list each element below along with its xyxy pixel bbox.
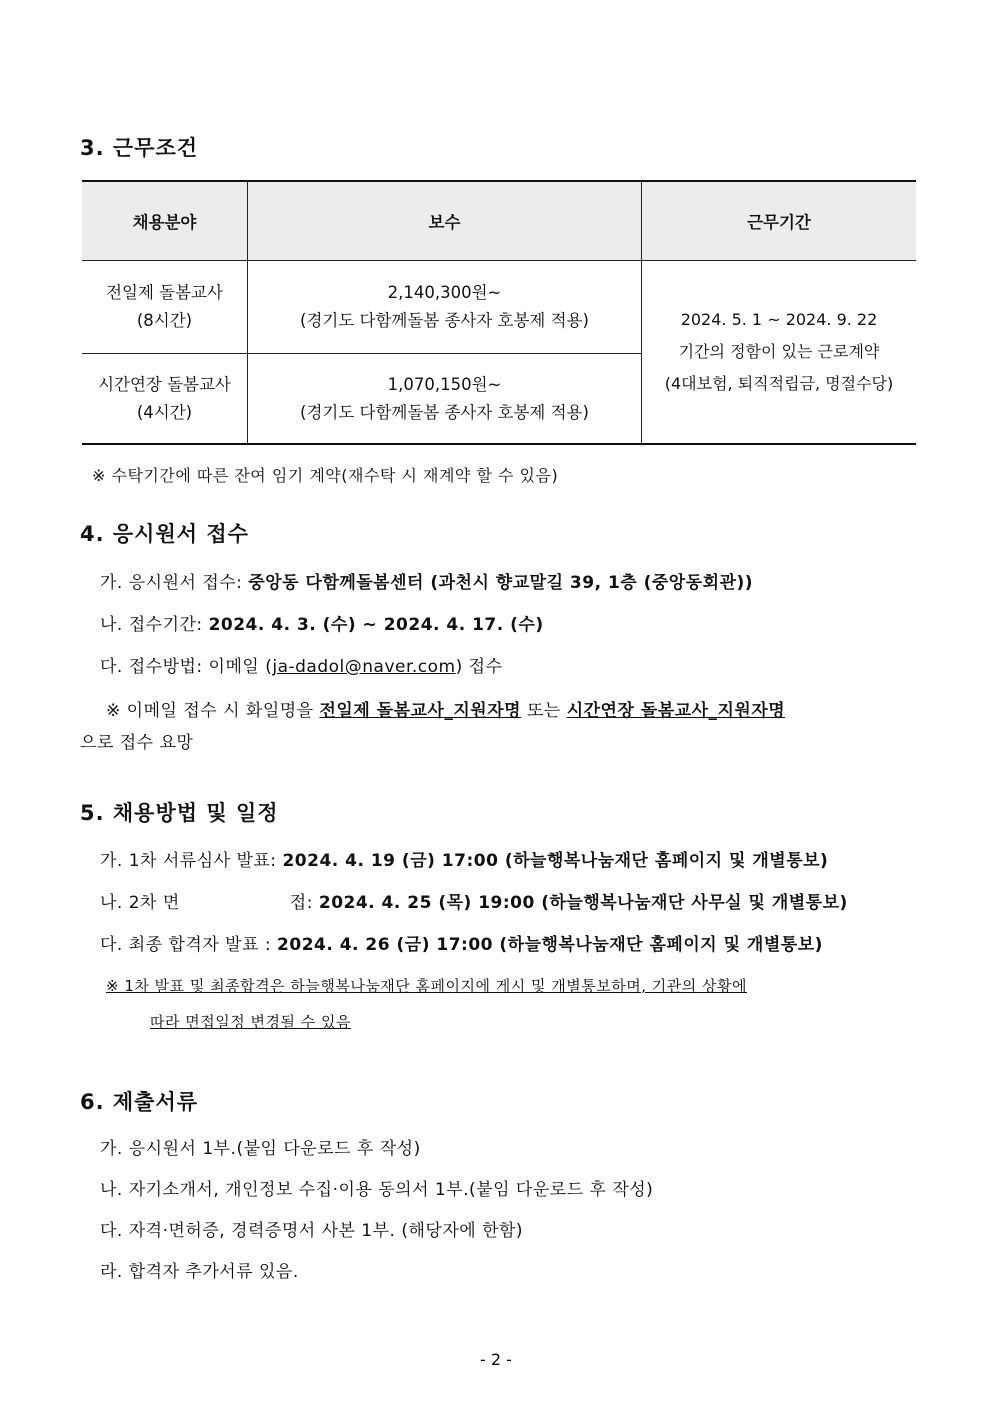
field-hours: (4시간)	[136, 402, 193, 422]
application-period	[100, 610, 544, 635]
header-field: 채용분야	[82, 181, 248, 261]
pay-note: (경기도 다함께돌봄 종사자 호봉제 적용)	[300, 311, 589, 330]
note-text: ※ 이메일 접수 시 화일명을	[106, 701, 320, 721]
page-number: - 2 -	[480, 1350, 512, 1369]
application-location	[100, 568, 753, 593]
field-cell	[82, 261, 248, 354]
period-cell	[642, 261, 917, 445]
email-link[interactable]: ja-dadol@naver.com	[272, 657, 456, 677]
label: 접:	[289, 893, 319, 913]
schedule-second	[100, 888, 848, 913]
contract-note: ※ 수탁기간에 따른 잔여 임기 계약(재수탁 시 재계약 할 수 있음)	[92, 466, 559, 485]
section-3-heading: 3. 근무조건	[80, 136, 199, 160]
list-item: 라. 합격자 추가서류 있음.	[100, 1262, 299, 1282]
period-dates: 2024. 5. 1 ~ 2024. 9. 22	[680, 310, 878, 329]
section-4-heading: 4. 응시원서 접수	[80, 522, 249, 546]
field-name: 전일제 돌봄교사	[106, 283, 223, 302]
list-item: 다. 자격·면허증, 경력증명서 사본 1부. (해당자에 한함)	[100, 1221, 524, 1241]
value: 2024. 4. 26 (금) 17:00 (하늘행복나눔재단 홈페이지 및 개별통보)	[277, 935, 823, 955]
list-item: 가. 응시원서 1부.(붙임 다운로드 후 작성)	[100, 1139, 421, 1159]
schedule-note-l2: 따라 면접일정 변경될 수 있음	[150, 1013, 351, 1031]
filename-note-cont: 으로 접수 요망	[80, 733, 194, 753]
schedule-note-l1: ※ 1차 발표 및 최종합격은 하늘행복나눔재단 홈페이지에 게시 및 개별통보하며, 기관의 상황에	[106, 977, 747, 995]
period-benefits: (4대보험, 퇴직적립금, 명절수당)	[664, 374, 894, 393]
field-name: 시간연장 돌봄교사	[98, 374, 231, 394]
pay-cell	[248, 354, 642, 445]
section-6-heading: 6. 제출서류	[80, 1090, 199, 1114]
label: 나. 2차 면	[100, 893, 180, 913]
filename-extended: 시간연장 돌봄교사_지원자명	[566, 701, 786, 721]
filename-fulltime: 전일제 돌봄교사_지원자명	[319, 701, 522, 721]
value: 2024. 4. 3. (수) ~ 2024. 4. 17. (수)	[208, 615, 544, 635]
filename-note	[106, 696, 785, 721]
value: 2024. 4. 25 (목) 19:00 (하늘행복나눔재단 사무실 및 개별통보)	[318, 893, 848, 913]
period-contract: 기간의 정함이 있는 근로계약	[678, 342, 880, 361]
label: 다. 접수방법: 이메일 (	[100, 657, 273, 677]
schedule-first	[100, 846, 828, 871]
header-period: 근무기간	[642, 181, 917, 261]
table-header-row	[82, 181, 916, 261]
pay-cell	[248, 261, 642, 354]
pay-amount: 2,140,300원~	[387, 283, 502, 302]
value: 중앙동 다함께돌봄센터 (과천시 향교말길 39, 1층 (중앙동회관))	[248, 573, 754, 593]
application-method	[100, 652, 503, 677]
field-hours: (8시간)	[136, 311, 193, 330]
section-5-heading: 5. 채용방법 및 일정	[80, 801, 279, 825]
label: 가. 1차 서류심사 발표:	[100, 851, 283, 871]
pay-amount: 1,070,150원~	[387, 374, 502, 394]
suffix: ) 접수	[455, 657, 503, 677]
work-conditions-table	[82, 180, 916, 445]
pay-note: (경기도 다함께돌봄 종사자 호봉제 적용)	[300, 402, 589, 422]
note-text: 또는	[521, 701, 567, 721]
label: 다. 최종 합격자 발표 :	[100, 935, 278, 955]
table-row	[82, 261, 916, 354]
list-item: 나. 자기소개서, 개인정보 수집·이용 동의서 1부.(붙임 다운로드 후 작성)	[100, 1180, 654, 1200]
field-cell	[82, 354, 248, 445]
schedule-final	[100, 930, 823, 955]
header-pay: 보수	[248, 181, 642, 261]
value: 2024. 4. 19 (금) 17:00 (하늘행복나눔재단 홈페이지 및 개별통보)	[282, 851, 829, 871]
label: 가. 응시원서 접수:	[100, 573, 249, 593]
label: 나. 접수기간:	[100, 615, 209, 635]
